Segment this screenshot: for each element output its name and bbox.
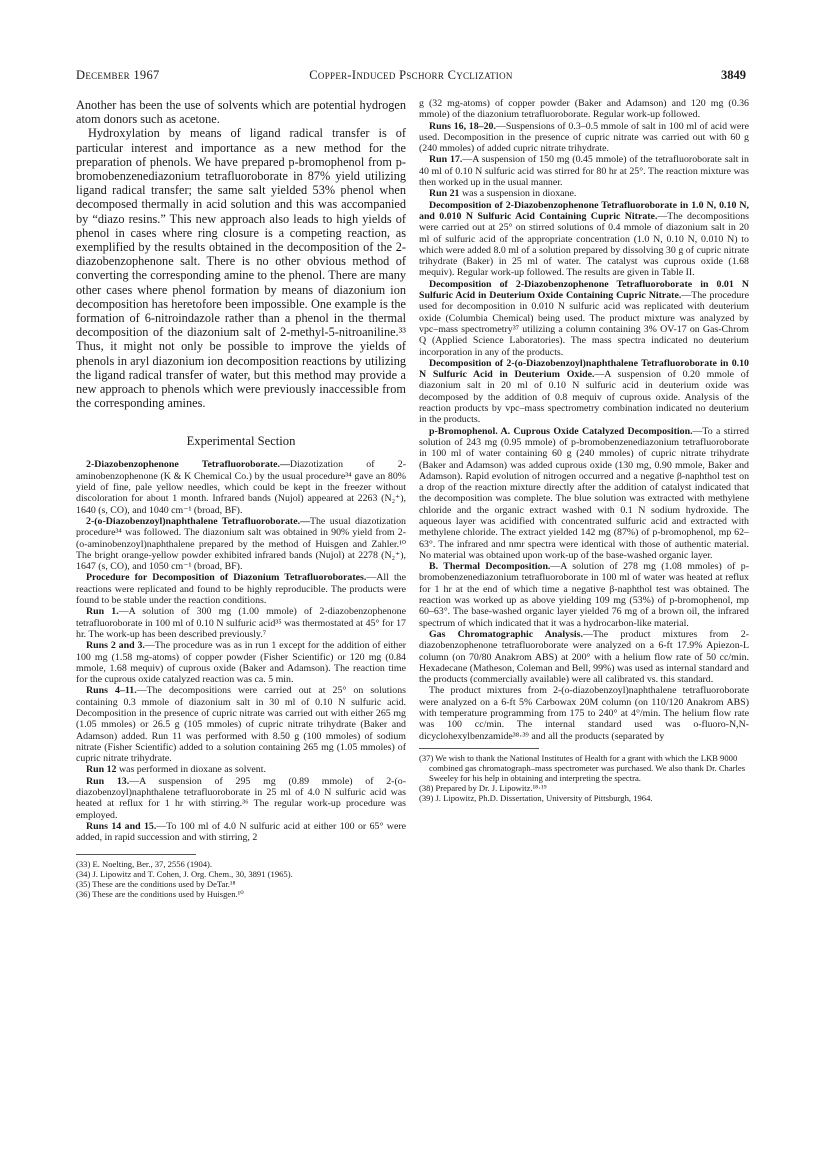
exp-text: —To a stirred solution of 243 mg (0.95 mmole) of p-bromobenzenediazonium tetrafluoroborate in 100 ml of water containing 60 g (240 mmoles) of cupric nitrate trihydrate (Baker and Adamson) was added cuprous oxide (130 mg, 0.90 mmole, Baker and Adamson). Rapid evolution of nitrogen occurred and a negative β-naphthol test on a drop of the reaction mixture directly after the addition of catalyst indicated that the decomposition was complete. The blue solution was extracted with methylene chloride and the organic extract washed with 0.1 N sodium hydroxide. The aqueous layer was acidified with concentrated sulfuric acid and extracted with methylene chloride. The extract yielded 142 mg (87%) of p-bromophenol, mp 62–63°. The infrared and nmr spectra were identical with those of authentic material. No material was obtained upon work-up of the base-washed organic layer.: [419, 425, 750, 561]
exp-paragraph: [76, 764, 406, 775]
exp-lead: 2-Diazobenzophenone Tetrafluoroborate.—: [86, 459, 290, 471]
exp-text: —The decompositions were carried out at 25° on stirred solutions of 0.4 mmole of diazonium salt in 20 ml of sulfuric acid of the appropriate concentration (1.0 N, 0.10 N, 0.010 N) to which were added 8.0 ml of a solution prepared by dissolving 30 g of cupric nitrate trihydrate (Baker) in 25 ml of water. The catalyst was cuprous oxide (1.68 mequiv). Regular work-up followed. The results are given in Table II.: [419, 210, 749, 279]
footnote: (36) These are the conditions used by Huisgen.¹⁰: [76, 888, 244, 899]
footnote: (38) Prepared by Dr. J. Lipowitz.¹⁸·¹⁹: [419, 782, 547, 793]
footnote: (35) These are the conditions used by DeTar.¹⁸: [76, 878, 236, 889]
header-date: December 1967: [76, 68, 160, 82]
exp-lead: Runs 4–11.: [86, 685, 137, 697]
footnote: (37) We wish to thank the National Institutes of Health for a grant with which the LKB 9000 combined gas chromatograph–mass spectrometer was purchased. We also thank Dr. Charles Sweeley for his help in obtaining and interpreting the spectra.: [419, 752, 746, 783]
exp-paragraph: [76, 776, 406, 821]
footnote: (39) J. Lipowitz, Ph.D. Dissertation, University of Pittsburgh, 1964.: [419, 792, 653, 803]
exp-text: was a suspension in dioxane.: [459, 188, 577, 200]
section-title: Experimental Section: [186, 434, 296, 449]
exp-lead: Runs 14 and 15.: [86, 820, 157, 832]
exp-paragraph: [419, 121, 749, 155]
exp-lead: 2-(o-Diazobenzoyl)naphthalene Tetrafluoroborate.—: [86, 515, 310, 527]
exp-paragraph: [76, 606, 406, 640]
exp-text: The product mixtures from 2-(o-diazobenzoyl)naphthalene tetrafluoroborate were analyzed on a 6-ft 5% Carbowax 20M column (on 110/120 Anakrom ABS) with temperature programming from 175 to 240° at 4°/min. The helium flow rate was 100 cc/min. The internal standard used was o-fluoro-N,N-dicyclohexylbenzamide³⁸·³⁹ and all the products (separated by: [419, 685, 749, 742]
exp-text: —The decompositions were carried out at 25° on solutions containing 0.3 mmole of diazonium salt in 30 ml of 0.10 N sulfuric acid. Decomposition in the presence of cupric nitrate was carried out with either 265 mg (1.05 mmoles) or 26.5 g (105 mmoles) of cupric nitrate trihydrate (Baker and Adamson) added. Run 11 was performed with 8.50 g (100 mmoles) of sodium nitrate (Fisher Scientific) added to a solution containing 265 mg (1.05 mmoles) of cupric nitrate trihydrate.: [76, 685, 406, 765]
exp-text: g (32 mg-atoms) of copper powder (Baker and Adamson) and 120 mg (0.36 mmole) of the diazonium tetrafluoroborate. Regular work-up followed.: [419, 98, 749, 121]
exp-text: —The procedure was as in run 1 except for the addition of either 100 mg (1.58 mg-atoms) of copper powder (Fisher Scientific) or 120 mg (0.84 mmole, 1.68 mequiv) of cuprous oxide (Baker and Adamson). The reaction time for the cuprous oxide catalyzed reaction was ca. 5 min.: [76, 640, 406, 686]
footnote-divider: [76, 854, 196, 855]
footnote: (34) J. Lipowitz and T. Cohen, J. Org. Chem., 30, 3891 (1965).: [76, 868, 293, 879]
exp-lead: Run 21: [429, 188, 460, 200]
exp-text: was performed in dioxane as solvent.: [116, 764, 266, 776]
exp-paragraph: [76, 821, 406, 844]
exp-paragraph: [419, 279, 749, 358]
exp-paragraph: [76, 640, 406, 685]
exp-text: —The product mixtures from 2-diazobenzophenone tetrafluoroborate were analyzed on a 6-ft 17.9% Apiezon-L column (on 70/80 Anakrom ABS) at 200° with a helium flow rate of 50 cc/min. Hexadecane (Matheson, Coleman and Bell, 99%) was used as internal standard and the products (commercially available) were all calibrated vs. this standard.: [419, 628, 749, 686]
exp-text: —A solution of 300 mg (1.00 mmole) of 2-diazobenzophenone tetrafluoroborate in 100 ml of 0.10 N sulfuric acid³⁵ was thermostated at 45° for 17 hr. The work-up has been described previously.⁷: [76, 606, 406, 640]
exp-paragraph: [419, 426, 749, 562]
footnote: (33) E. Noelting, Ber., 37, 2556 (1904).: [76, 858, 213, 869]
exp-text: —Suspensions of 0.3–0.5 mmole of salt in 100 ml of acid were used. Decomposition in the presence of cupric nitrate was carried out with 60 g (240 mmoles) of added cupric nitrate trihydrate.: [419, 120, 749, 155]
exp-paragraph: [419, 98, 749, 121]
intro-paragraph-1: Another has been the use of solvents which are potential hydrogen atom donors such as acetone.: [76, 98, 406, 127]
exp-text: —A solution of 278 mg (1.08 mmoles) of p-bromobenzenediazonium tetrafluoroborate in 100 ml of water was heated at reflux for 1 hr at the end of which time a negative β-naphthol test was obtained. The reaction was worked up as above yielding 109 mg (53%) of p-bromophenol, mp 60–63°. The base-washed organic layer yielded 76 mg of a brown oil, the infrared spectrum of which indicated that it was a hydrocarbon-like material.: [419, 561, 749, 629]
exp-lead: Run 13.: [86, 775, 130, 787]
exp-lead: Decomposition of 2-Diazobenzophenone Tetrafluoroborate in 1.0 N, 0.10 N, and 0.010 N Sulfuric Acid Containing Cupric Nitrate.: [419, 199, 749, 222]
exp-lead: Decomposition of 2-(o-Diazobenzoyl)naphthalene Tetrafluoroborate in 0.10 N Sulfuric Acid in Deuterium Oxide.: [419, 357, 749, 381]
exp-paragraph: [76, 459, 406, 515]
exp-lead: Runs 16, 18–20.: [429, 120, 496, 132]
exp-lead: Run 1.: [86, 606, 119, 618]
exp-lead: Decomposition of 2-Diazobenzophenone Tetrafluoroborate in 0.01 N Sulfuric Acid in Deuterium Oxide Containing Cupric Nitrate.: [419, 278, 749, 302]
exp-paragraph: [76, 572, 406, 606]
header-title: Copper-Induced Pschorr Cyclization: [309, 68, 513, 82]
exp-text: —A suspension of 0.20 mmole of diazonium salt in 20 ml of 0.10 N sulfuric acid in deuterium oxide was decomposed by the addition of 0.8 mequiv of cuprous oxide. Analysis of the reaction products by vpc–mass spectrometry combination indicated no deuterium in the products.: [419, 369, 749, 426]
exp-lead: Runs 2 and 3.: [86, 640, 145, 652]
exp-text: —To 100 ml of 4.0 N sulfuric acid at either 100 or 65° were added, in rapid succession and with stirring, 2: [76, 820, 406, 844]
exp-lead: Procedure for Decomposition of Diazonium Tetrafluoroborates.: [86, 572, 367, 584]
exp-paragraph: [76, 516, 406, 572]
right-column: [419, 98, 749, 803]
intro-paragraph-2: Hydroxylation by means of ligand radical transfer is of particular interest and importance as a new method for the preparation of phenols. We have prepared p-bromophenol from p-bromobenzenediazonium tetrafluoroborate in 87% yield utilizing ligand radical transfer; the same salt yielded 53% phenol when decomposed thermally in acid solution and this was accompanied by “diazo resins.” This new approach also leads to high yields of phenol in cases where ring closure is a competing reaction, as exemplified by the results obtained in the decomposition of the 2-diazobenzophenone salt. There is no other obvious method of converting the corresponding amine to the phenol. There are many other cases where phenol formation by means of diazonium ion decomposition has heretofore been impossible. One example is the formation of 6-nitroindazole rather than a phenol in the thermal decomposition of the diazonium salt of 2-methyl-5-nitroaniline.³³ Thus, it might not only be possible to improve the yields of phenols in aryl diazonium ion decomposition reactions by utilizing the ligand radical transfer of water, but this method may provide a new approach to phenols which were previously inaccessible from the corresponding amines.: [76, 126, 406, 411]
exp-lead: p-Bromophenol. A. Cuprous Oxide Catalyzed Decomposition.: [429, 425, 693, 437]
left-column: [76, 98, 406, 899]
exp-text: —The procedure used for decomposition in 0.010 N sulfuric acid was replicated with deuterium oxide (Columbia Chemical) being used. The product mixture was analyzed by vpc–mass spectrometry³⁷ utilizing a column containing 3% OV-17 on Gas-Chrom Q (Applied Science Laboratories). The mass spectra indicated no deuterium incorporation in any of the products.: [419, 290, 749, 358]
exp-lead: B. Thermal Decomposition.: [429, 561, 551, 573]
page-number: 3849: [721, 68, 746, 82]
exp-text: The usual diazotization procedure³⁴ was followed. The diazonium salt was obtained in 90% yield from 2-(o-aminobenzoyl)naphthalene prepared by the method of Huisgen and Zahler.¹⁰ The bright orange-yellow powder exhibited infrared bands (Nujol) at 2278 (N₂⁺), 1647 (s, CO), and 1050 cm⁻¹ (broad, BF).: [76, 515, 406, 573]
exp-text: —A suspension of 150 mg (0.45 mmole) of the tetrafluoroborate salt in 40 ml of 0.10 N sulfuric acid was stirred for 80 hr at 25°. The reaction mixture was then worked up in the usual manner.: [419, 154, 749, 189]
exp-paragraph: [419, 629, 749, 685]
exp-lead: Gas Chromatographic Analysis.: [429, 628, 583, 640]
exp-text: —All the reactions were replicated and found to be highly reproducible. The products were found to be stable under the reaction conditions.: [76, 572, 407, 607]
exp-lead: Run 17.: [429, 154, 463, 166]
exp-paragraph: [419, 188, 749, 199]
exp-paragraph: [419, 200, 749, 279]
exp-paragraph: [76, 685, 406, 764]
exp-lead: Run 12: [86, 764, 117, 776]
exp-text: Diazotization of 2-aminobenzophenone (K & K Chemical Co.) by the usual procedure³⁴ gave an 80% yield of fine, pale yellow needles, which could be kept in the freezer without discoloration for about 1 month. Infrared bands (Nujol) appeared at 2263 (N₂⁺), 1640 (s, CO), and 1040 cm⁻¹ (broad, BF).: [76, 459, 406, 516]
footnote-divider: [419, 748, 539, 749]
exp-paragraph: [419, 358, 749, 426]
exp-paragraph: [419, 561, 749, 629]
running-header: [76, 68, 746, 84]
exp-paragraph: [419, 154, 749, 188]
exp-paragraph: [419, 685, 749, 741]
exp-text: —A suspension of 295 mg (0.89 mmole) of 2-(o-diazobenzoyl)naphthalene tetrafluoroborate in 25 ml of 4.0 N sulfuric acid was heated at reflux for 1 hr with stirring.³⁶ The regular work-up procedure was employed.: [76, 775, 406, 821]
